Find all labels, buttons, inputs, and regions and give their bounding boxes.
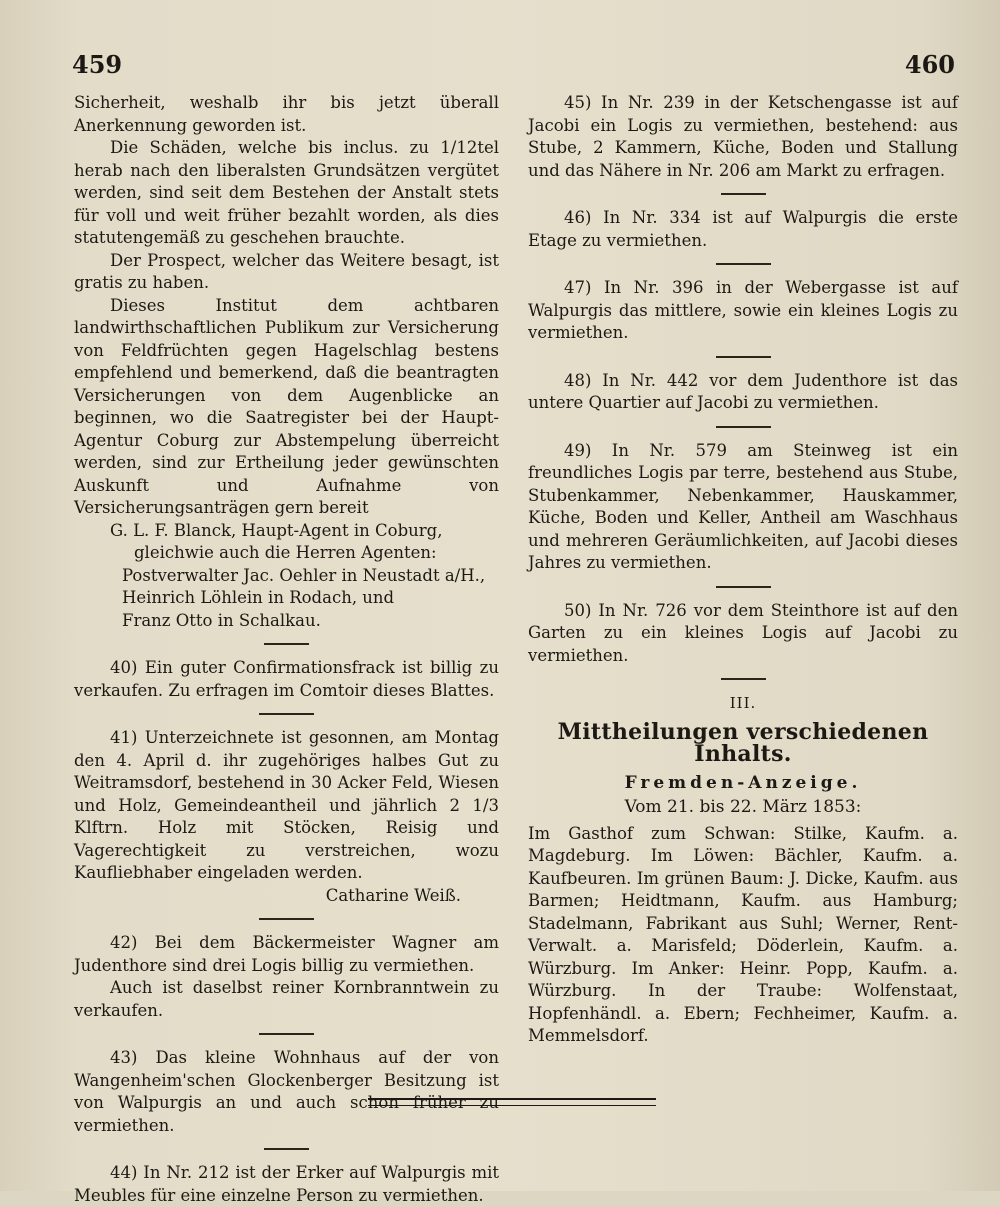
advertisement-42: 42) Bei dem Bäckermeister Wagner am Judenthore sind drei Logis billig zu vermiethen. [74, 933, 499, 975]
insurance-text-continued: Sicherheit, weshalb ihr bis jetzt überall Anerkennung geworden ist. [74, 93, 499, 135]
advertisement-46: 46) In Nr. 334 ist auf Walpurgis die erste Etage zu vermiethen. [528, 208, 958, 250]
right-page-number: 460 [904, 50, 955, 79]
subsection-heading: Fremden-Anzeige. [624, 772, 862, 793]
divider-rule [259, 1033, 314, 1035]
divider-rule [259, 713, 314, 715]
advertisement-41: 41) Unterzeichnete ist gesonnen, am Montag den 4. April d. ihr zugehöriges halbes Gut zu Weitramsdorf, bestehend in 30 Acker Feld, Wiesen und Holz, Gemeindeantheil und jährlich 2 1/3 Klftrn. Holz mit Stöcken, Reisig und Vagerechtigkeit zu verstreichen, wozu Kaufliebhaber eingeladen werden. [74, 728, 499, 882]
divider-rule [264, 643, 309, 645]
advertisement-41-signature: Catharine Weiß. [325, 885, 461, 905]
divider-rule [721, 678, 766, 680]
bottom-double-rule [368, 1098, 656, 1106]
agent-signature-line: G. L. F. Blanck, Haupt-Agent in Coburg, [110, 520, 443, 540]
section-title: Mittheilungen verschiedenen Inhalts. [557, 718, 929, 767]
advertisement-43: 43) Das kleine Wohnhaus auf der von Wangenheim'schen Glockenberger Besitzung ist von Walpurgis an und auch schon früher zu vermiethen. [74, 1048, 499, 1135]
divider-rule [721, 193, 766, 195]
right-column [528, 92, 958, 1048]
prospectus-paragraph: Der Prospect, welcher das Weitere besagt, ist gratis zu haben. [74, 250, 499, 292]
date-range: Vom 21. bis 22. März 1853: [624, 797, 862, 817]
divider-rule [716, 263, 771, 265]
advertisement-42-note: Auch ist daselbst reiner Kornbranntwein zu verkaufen. [74, 978, 499, 1020]
divider-rule [264, 1148, 309, 1150]
left-column [74, 92, 499, 1207]
guest-list: Im Gasthof zum Schwan: Stilke, Kaufm. a. Magdeburg. Im Löwen: Bächler, Kaufm. a. Kaufbeuren. Im grünen Baum: J. Dicke, Kaufm. aus Barmen; Heidtmann, Kaufm. aus Hamburg; Stadelmann, Fabrikant aus Suhl; Werner, Rent-Verwalt. a. Marisfeld; Döderlein, Kaufm. a. Würzburg. Im Anker: Heinr. Popp, Kaufm. a. Würzburg. In der Traube: Wolfenstaat, Hopfenhändl. a. Ebern; Fechheimer, Kaufm. a. Memmelsdorf. [528, 823, 958, 1045]
advertisement-40: 40) Ein guter Confirmationsfrack ist billig zu verkaufen. Zu erfragen im Comtoir dieses Blattes. [74, 658, 499, 700]
advertisement-49: 49) In Nr. 579 am Steinweg ist ein freundliches Logis par terre, bestehend aus Stube, Stubenkammer, Nebenkammer, Hauskammer, Küche, Boden und Keller, Antheil am Waschhaus und mehreren Geräumlichkeiten, auf Jacobi dieses Jahres zu vermiethen. [528, 440, 958, 572]
divider-rule [259, 918, 314, 920]
divider-rule [716, 586, 771, 588]
advertisement-47: 47) In Nr. 396 in der Webergasse ist auf Walpurgis das mittlere, sowie ein kleines Logis zu vermiethen. [528, 278, 958, 342]
section-number: III. [729, 694, 757, 712]
agent-signature-line: Postverwalter Jac. Oehler in Neustadt a/H., [122, 565, 486, 585]
agent-signature-line: Franz Otto in Schalkau. [122, 610, 321, 630]
advertisement-50: 50) In Nr. 726 vor dem Steinthore ist auf den Garten zu ein kleines Logis auf Jacobi zu vermiethen. [528, 600, 958, 665]
institute-recommendation-paragraph: Dieses Institut dem achtbaren landwirthschaftlichen Publikum zur Versicherung von Feldfrüchten gegen Hagelschlag bestens empfehlend und bemerkend, daß die beantragten Versicherungen von dem Augenblicke an beginnen, wo die Saatregister bei der Haupt-Agentur Coburg zur Abstempelung überreicht werden, sind zur Ertheilung jeder gewünschten Auskunft und Aufnahme von Versicherungsanträgen gern bereit [74, 295, 499, 517]
divider-rule [716, 356, 771, 358]
advertisement-48: 48) In Nr. 442 vor dem Judenthore ist das untere Quartier auf Jacobi zu vermiethen. [528, 370, 958, 412]
agent-signature-line: gleichwie auch die Herren Agenten: [134, 543, 437, 562]
agent-signature-line: Heinrich Löhlein in Rodach, und [122, 588, 395, 607]
advertisement-45: 45) In Nr. 239 in der Ketschengasse ist auf Jacobi ein Logis zu vermiethen, bestehend: aus Stube, 2 Kammern, Küche, Boden und Stallung und das Nähere in Nr. 206 am Markt zu erfragen. [528, 93, 958, 180]
divider-rule [716, 426, 771, 428]
insurance-damages-paragraph: Die Schäden, welche bis inclus. zu 1/12tel herab nach den liberalsten Grundsätzen vergütet werden, sind seit dem Bestehen der Anstalt stets für voll und weit früher bezahlt worden, als dies statutengemäß zu geschehen brauchte. [74, 138, 499, 247]
left-page-number: 459 [72, 50, 123, 79]
advertisement-44: 44) In Nr. 212 ist der Erker auf Walpurgis mit Meubles für eine einzelne Person zu vermiethen. [74, 1163, 499, 1205]
